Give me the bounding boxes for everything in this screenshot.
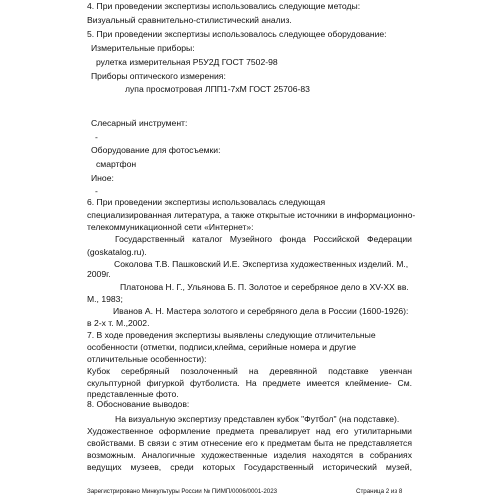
other-label: Иное: [91, 173, 114, 183]
other-item: - [95, 186, 98, 196]
section-7-line-1: 7. В ходе проведения экспертизы выявлены следующие отличительные [87, 330, 376, 340]
footer-page-number: Страница 2 из 8 [356, 488, 403, 495]
section-7-line-3: отличительные особенности): [87, 354, 207, 364]
section-7-line-2: особенности (отметки, подписи,клейма, серийные номера и другие [87, 342, 357, 352]
conclusion-line-1: На визуальную экспертизу представлен кубок "Футбол" (на подставке). [115, 414, 400, 424]
section-5-heading: 5. При проведении экспертизы использовалось следующее оборудование: [87, 29, 387, 39]
reference-4-line-1: Иванов А. Н. Мастера золотого и серебряного дела в России (1600-1926): [113, 306, 409, 316]
section-6-line-2: специализированная литература, а также открытые источники в информационно- [87, 210, 416, 220]
reference-4-line-2: в 2-х т. М.,2002. [87, 318, 150, 328]
reference-1-line-1: Государственный каталог Музейного фонда Российской Федерации [115, 234, 412, 244]
reference-1-line-2: (goskatalog.ru). [87, 247, 147, 257]
section-6-line-1: 6. При проведении экспертизы использовалась следующая [87, 197, 326, 207]
conclusion-line-4: возможным. Аналогичные художественные изделия находятся в собраниях [87, 450, 412, 460]
section-8-heading: 8. Обоснование выводов: [87, 399, 190, 409]
optical-label: Приборы оптического измерения: [91, 71, 226, 81]
reference-3-line-1: Платонова Н. Г., Ульянова Б. П. Золотое и серебряное дело в XV-XX вв. [120, 282, 409, 292]
photo-label: Оборудование для фотосъемки: [91, 145, 221, 155]
photo-item: смартфон [96, 159, 137, 169]
section-4-method: Визуальный сравнительно-стилистический анализ. [87, 15, 292, 25]
reference-3-line-2: М., 1983; [87, 294, 123, 304]
conclusion-line-2: Художественное оформление предмета превалирует над его утилитарными [87, 426, 412, 436]
conclusion-line-5: ведущих музеев, среди которых Государственный исторический музей, [87, 462, 412, 472]
tools-label: Слесарный инструмент: [91, 118, 188, 128]
footer-registration: Зарегистрировано Минкультуры России № ПИМП/0006/0001-2023 [87, 488, 278, 495]
item-description-line-3: представленные фото. [87, 389, 179, 399]
item-description-line-2: скульптурной фигуркой футболиста. На предмете имеется клеймение- См. [87, 378, 412, 388]
optical-item: лупа просмотровая ЛПП1-7хМ ГОСТ 25706-83 [125, 84, 310, 94]
tools-item: - [95, 132, 98, 142]
item-description-line-1: Кубок серебряный позолоченный на деревянной подставке увенчан [87, 366, 412, 376]
reference-2-line-2: 2009г. [87, 269, 111, 279]
conclusion-line-3: свойствами. В связи с этим отнесение его к предметам быта не представляется [87, 438, 412, 448]
measuring-label: Измерительные приборы: [91, 43, 195, 53]
measuring-item: рулетка измерительная Р5У2Д ГОСТ 7502-98 [96, 57, 278, 67]
section-4-heading: 4. При проведении экспертизы использовались следующие методы: [87, 1, 361, 11]
reference-2-line-1: Соколова Т.В. Пашковский И.Е. Экспертиза художественных изделий. М., [114, 259, 409, 269]
section-6-line-3: телекоммуникационной сети «Интернет»: [87, 222, 254, 232]
